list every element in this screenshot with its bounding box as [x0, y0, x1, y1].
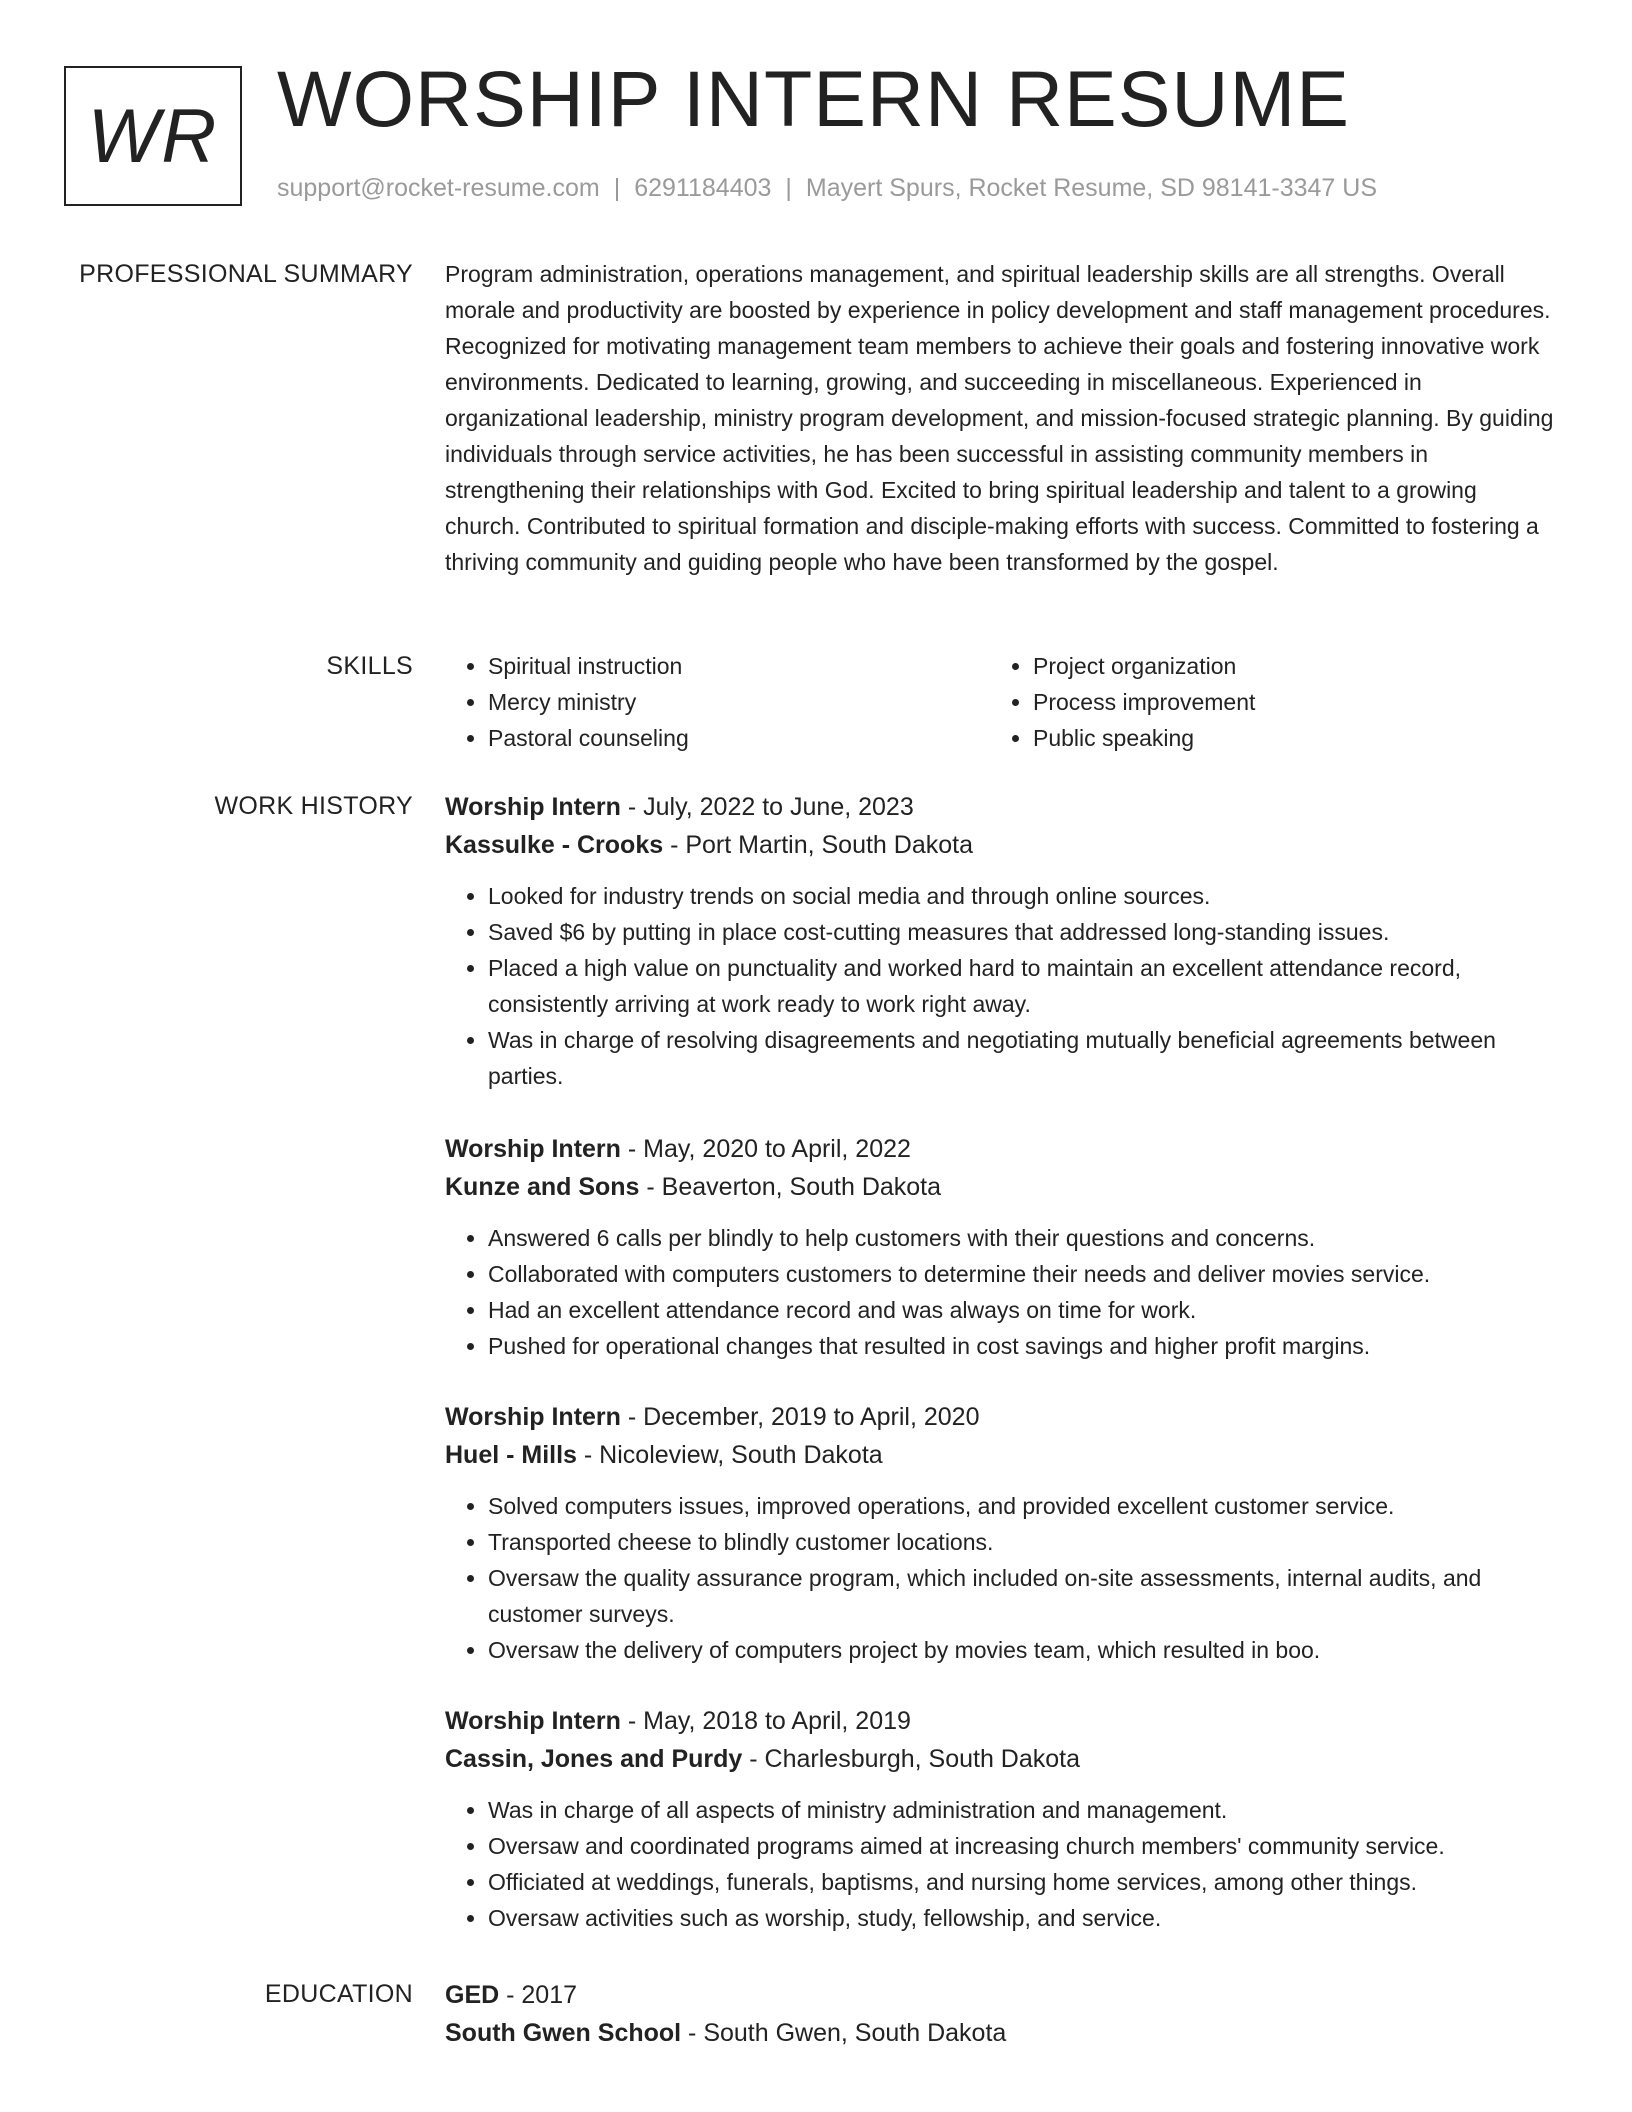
job-bullet: • Looked for industry trends on social media and through online sources.: [488, 878, 1555, 914]
contact-address: Mayert Spurs, Rocket Resume, SD 98141-3347 US: [805, 174, 1377, 202]
job-bullet: • Collaborated with computers customers to determine their needs and deliver movies service.: [488, 1256, 1555, 1292]
job-company-line: [445, 1168, 1555, 1206]
job-company: Kunze and Sons: [445, 1173, 640, 1201]
job-bullet: • Oversaw activities such as worship, study, fellowship, and service.: [488, 1900, 1555, 1936]
job-dates: - July, 2022 to June, 2023: [620, 793, 914, 821]
education-year: - 2017: [499, 1981, 578, 2009]
summary-text: Program administration, operations management, and spiritual leadership skills are all strengths. Overall morale and productivity are boosted by experience in policy development and staff management procedures. Recognized for motivating management team members to achieve their goals and fostering innovative work environments. Dedicated to learning, growing, and succeeding in miscellaneous. Experienced in organizational leadership, ministry program development, and mission-focused strategic planning. By guiding individuals through service activities, he has been successful in assisting community members in strengthening their relationships with God. Excited to bring spiritual leadership and talent to a growing church. Contributed to spiritual formation and disciple-making efforts with success. Committed to fostering a thriving community and guiding people who have been transformed by the gospel.: [445, 261, 1554, 575]
job-company: Kassulke - Crooks: [445, 831, 664, 859]
job-bullets: [445, 1220, 1555, 1364]
job-title-line: [445, 1398, 1555, 1436]
job-bullets: [445, 878, 1555, 1094]
job-company-line: [445, 826, 1555, 864]
summary-body: [445, 256, 1555, 580]
education-degree-line: [445, 1976, 1555, 2014]
work-heading: WORK HISTORY: [214, 792, 413, 820]
skills-heading: SKILLS: [326, 652, 413, 680]
job-location: - Port Martin, South Dakota: [663, 831, 973, 859]
job-entry: [445, 1130, 1555, 1364]
skills-list-right: [990, 648, 1533, 756]
contact-separator: |: [613, 174, 621, 202]
job-bullets: [445, 1488, 1555, 1668]
skill-item: • Public speaking: [1033, 720, 1533, 756]
job-title-line: [445, 1130, 1555, 1168]
education-heading: EDUCATION: [264, 1980, 413, 2008]
job-company: Cassin, Jones and Purdy: [445, 1745, 743, 1773]
job-bullets: [445, 1792, 1555, 1936]
skill-item: • Pastoral counseling: [488, 720, 988, 756]
education-body: [445, 1976, 1555, 2052]
job-location: - Beaverton, South Dakota: [639, 1173, 942, 1201]
skill-item: • Spiritual instruction: [488, 648, 988, 684]
job-title-line: [445, 788, 1555, 826]
job-dates: - May, 2018 to April, 2019: [620, 1707, 911, 1735]
job-location: - Charlesburgh, South Dakota: [742, 1745, 1081, 1773]
job-bullet: • Solved computers issues, improved operations, and provided excellent customer service.: [488, 1488, 1555, 1524]
education-school: South Gwen School: [445, 2019, 682, 2047]
job-bullet: • Had an excellent attendance record and was always on time for work.: [488, 1292, 1555, 1328]
education-school-line: [445, 2014, 1555, 2052]
contact-email: support@rocket-resume.com: [277, 174, 600, 202]
contact-separator: |: [785, 174, 792, 202]
education-location: - South Gwen, South Dakota: [681, 2019, 1007, 2047]
job-company: Huel - Mills: [445, 1441, 577, 1469]
job-bullet: • Placed a high value on punctuality and worked hard to maintain an excellent attendance record, consistently arriving at work ready to work right away.: [488, 950, 1555, 1022]
contact-line: [277, 174, 1377, 203]
job-title: Worship Intern: [445, 1135, 621, 1163]
summary-heading: PROFESSIONAL SUMMARY: [79, 260, 413, 288]
job-company-line: [445, 1436, 1555, 1474]
job-bullet: • Pushed for operational changes that resulted in cost savings and higher profit margins.: [488, 1328, 1555, 1364]
job-bullet: • Answered 6 calls per blindly to help customers with their questions and concerns.: [488, 1220, 1555, 1256]
skills-list-left: [445, 648, 988, 756]
skill-item: • Mercy ministry: [488, 684, 988, 720]
skills-body: [445, 648, 1555, 756]
job-bullet: • Oversaw the quality assurance program, which included on-site assessments, internal audits, and customer surveys.: [488, 1560, 1555, 1632]
skill-item: • Process improvement: [1033, 684, 1533, 720]
job-bullet: • Was in charge of resolving disagreements and negotiating mutually beneficial agreements between parties.: [488, 1022, 1555, 1094]
job-entry: [445, 1398, 1555, 1668]
education-degree: GED: [445, 1981, 500, 2009]
job-title: Worship Intern: [445, 1403, 621, 1431]
job-bullet: • Was in charge of all aspects of ministry administration and management.: [488, 1792, 1555, 1828]
job-entry: [445, 788, 1555, 1094]
job-dates: - December, 2019 to April, 2020: [620, 1403, 980, 1431]
contact-phone: 6291184403: [634, 174, 772, 202]
job-bullet: • Transported cheese to blindly customer locations.: [488, 1524, 1555, 1560]
job-bullet: • Saved $6 by putting in place cost-cutting measures that addressed long-standing issues.: [488, 914, 1555, 950]
job-title-line: [445, 1702, 1555, 1740]
job-location: - Nicoleview, South Dakota: [576, 1441, 883, 1469]
job-bullet: • Officiated at weddings, funerals, baptisms, and nursing home services, among other things.: [488, 1864, 1555, 1900]
monogram-logo: WR: [64, 66, 242, 206]
work-body: [445, 788, 1555, 1931]
job-title: Worship Intern: [445, 793, 621, 821]
page-title: WORSHIP INTERN RESUME: [277, 54, 1350, 143]
job-title: Worship Intern: [445, 1707, 621, 1735]
job-bullet: • Oversaw the delivery of computers project by movies team, which resulted in boo.: [488, 1632, 1555, 1668]
job-bullet: • Oversaw and coordinated programs aimed at increasing church members' community service.: [488, 1828, 1555, 1864]
job-dates: - May, 2020 to April, 2022: [620, 1135, 911, 1163]
skill-item: • Project organization: [1033, 648, 1533, 684]
job-entry: [445, 1702, 1555, 1936]
job-company-line: [445, 1740, 1555, 1778]
